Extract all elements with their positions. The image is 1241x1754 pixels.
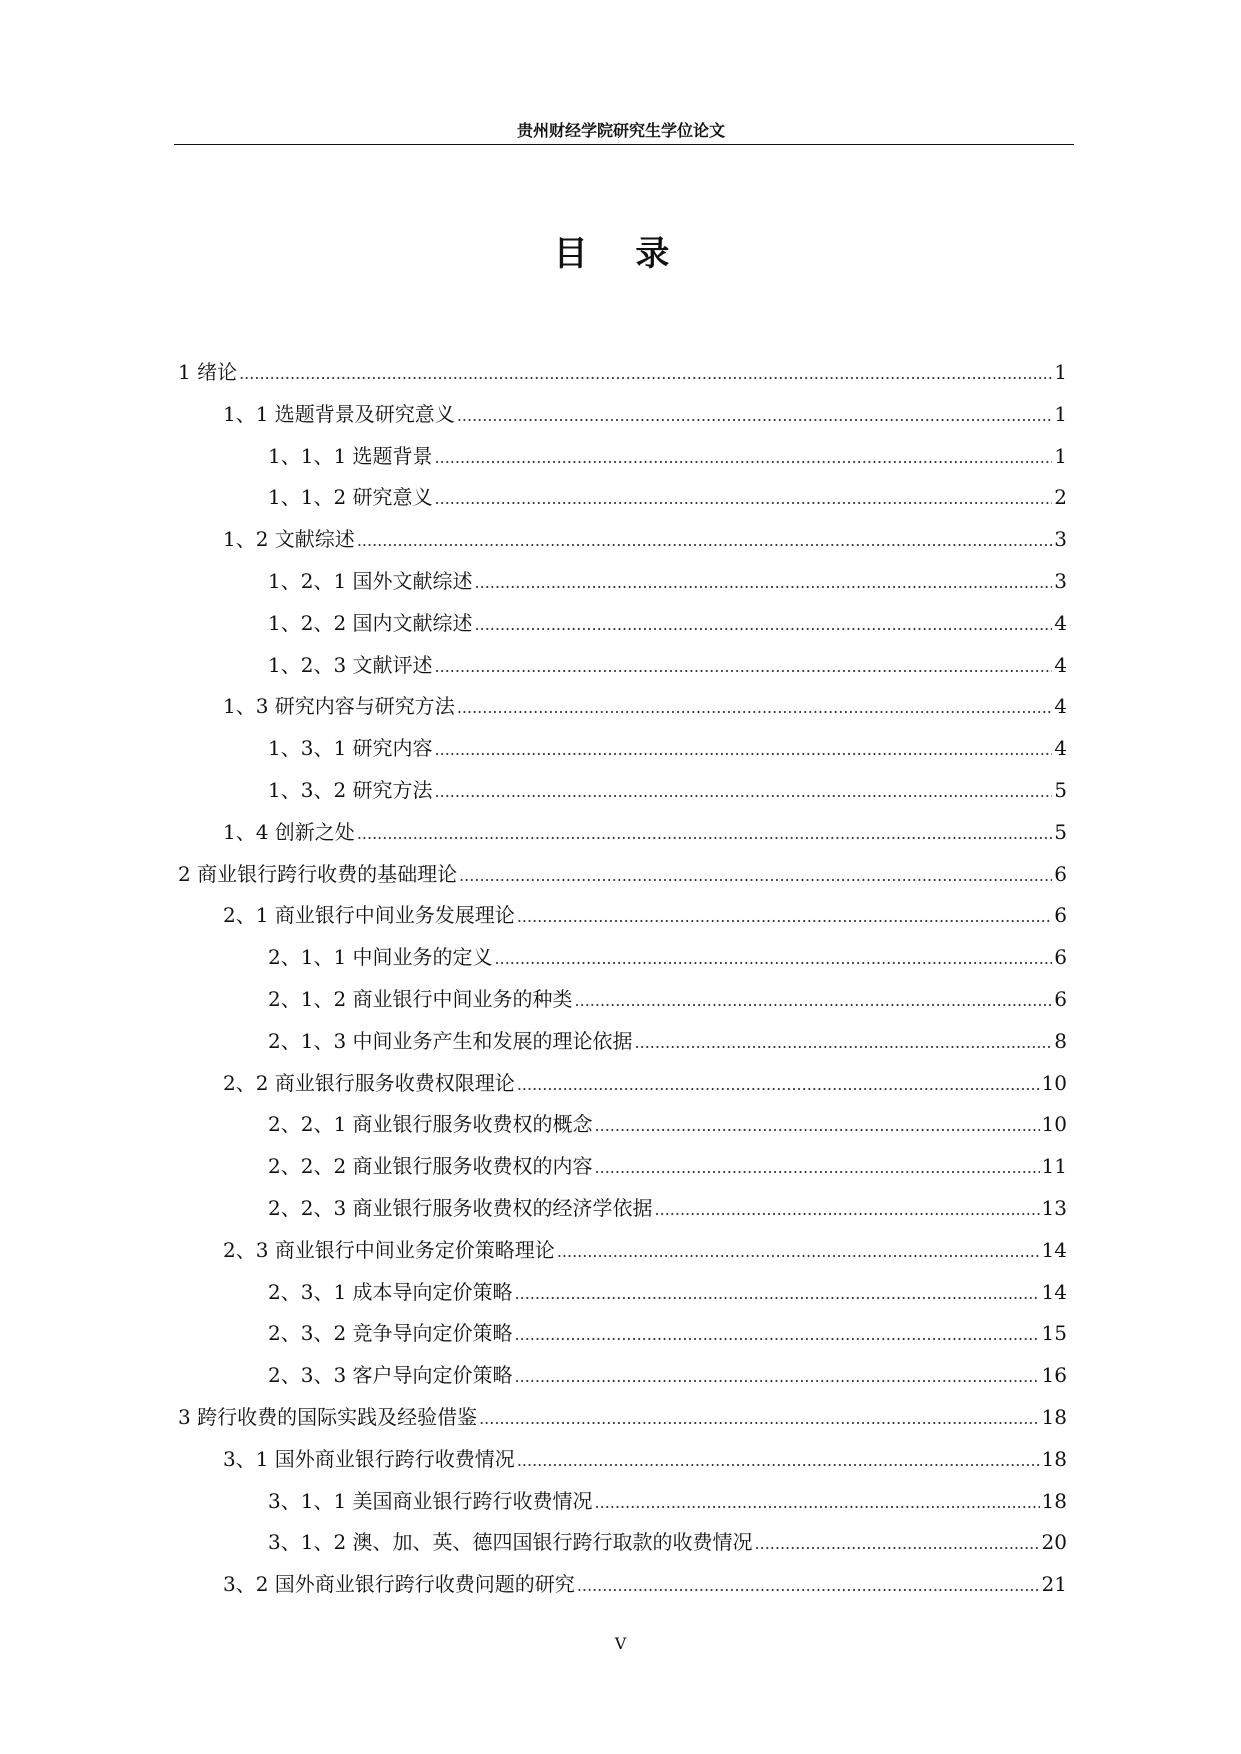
toc-entry-page: 5 xyxy=(1054,777,1067,802)
toc-entry-label: 1、4 创新之处 xyxy=(223,819,355,844)
toc-entry-label: 2、1、1 中间业务的定义 xyxy=(268,945,493,970)
toc-entry-label: 1、3 研究内容与研究方法 xyxy=(223,694,455,719)
toc-entry-page: 1 xyxy=(1054,443,1067,468)
toc-entry[interactable] xyxy=(178,1025,1067,1067)
toc-entry-page: 10 xyxy=(1041,1070,1067,1095)
toc-entry-page: 6 xyxy=(1054,903,1067,928)
toc-entry[interactable] xyxy=(178,523,1067,565)
toc-entry[interactable] xyxy=(178,1401,1067,1443)
toc-entry-label: 2、2 商业银行服务收费权限理论 xyxy=(223,1070,515,1095)
toc-dot-leader xyxy=(479,1409,1039,1428)
toc-entry-page: 11 xyxy=(1041,1154,1067,1179)
toc-entry-label: 1、1 选题背景及研究意义 xyxy=(223,401,455,426)
toc-dot-leader xyxy=(577,1576,1040,1595)
toc-entry-page: 18 xyxy=(1041,1446,1067,1471)
toc-entry[interactable] xyxy=(178,1526,1067,1568)
toc-dot-leader xyxy=(495,949,1053,968)
toc-dot-leader xyxy=(515,1325,1040,1344)
toc-entry-page: 4 xyxy=(1054,652,1067,677)
toc-entry-page: 4 xyxy=(1054,736,1067,761)
toc-dot-leader xyxy=(435,740,1053,759)
toc-dot-leader xyxy=(475,573,1053,592)
toc-entry-page: 21 xyxy=(1041,1572,1067,1597)
toc-entry[interactable] xyxy=(178,481,1067,523)
toc-entry[interactable] xyxy=(178,649,1067,691)
toc-entry[interactable] xyxy=(178,440,1067,482)
toc-entry-label: 1、1、2 研究意义 xyxy=(268,485,433,510)
toc-entry-page: 3 xyxy=(1054,568,1067,593)
toc-dot-leader xyxy=(357,531,1052,550)
toc-entry-page: 14 xyxy=(1041,1279,1067,1304)
toc-entry-page: 4 xyxy=(1054,610,1067,635)
toc-entry-page: 16 xyxy=(1041,1363,1067,1388)
toc-entry-page: 15 xyxy=(1041,1321,1067,1346)
table-of-contents xyxy=(178,356,1067,1610)
toc-entry[interactable] xyxy=(178,899,1067,941)
toc-entry-label: 1 绪论 xyxy=(178,360,238,384)
toc-entry-label: 3 跨行收费的国际实践及经验借鉴 xyxy=(178,1404,478,1429)
toc-entry-page: 13 xyxy=(1041,1195,1067,1220)
toc-dot-leader xyxy=(755,1534,1040,1553)
toc-dot-leader xyxy=(435,489,1053,508)
toc-title: 目 录 xyxy=(553,234,688,274)
toc-entry-label: 2、2、2 商业银行服务收费权的内容 xyxy=(268,1154,593,1179)
header-rule xyxy=(174,144,1074,145)
toc-entry-label: 1、2 文献综述 xyxy=(223,527,355,552)
toc-entry-label: 2、1 商业银行中间业务发展理论 xyxy=(223,903,515,928)
toc-dot-leader xyxy=(595,1493,1040,1512)
toc-dot-leader xyxy=(575,991,1053,1010)
toc-entry-page: 14 xyxy=(1041,1237,1067,1262)
toc-entry[interactable] xyxy=(178,1359,1067,1401)
toc-entry-page: 2 xyxy=(1054,485,1067,510)
toc-dot-leader xyxy=(557,1242,1040,1261)
toc-entry-label: 2、2、1 商业银行服务收费权的概念 xyxy=(268,1112,593,1137)
toc-dot-leader xyxy=(517,907,1052,926)
toc-entry[interactable] xyxy=(178,1150,1067,1192)
toc-entry-label: 1、2、3 文献评述 xyxy=(268,652,433,677)
toc-entry-label: 2、1、3 中间业务产生和发展的理论依据 xyxy=(268,1028,633,1053)
toc-entry-page: 10 xyxy=(1041,1112,1067,1137)
toc-entry-label: 3、1、1 美国商业银行跨行收费情况 xyxy=(268,1488,593,1513)
toc-entry[interactable] xyxy=(178,1067,1067,1109)
toc-entry-page: 20 xyxy=(1041,1530,1067,1555)
toc-entry-page: 1 xyxy=(1054,401,1067,426)
toc-entry[interactable] xyxy=(178,398,1067,440)
toc-entry-label: 2、3、3 客户导向定价策略 xyxy=(268,1363,513,1388)
toc-entry-page: 6 xyxy=(1054,986,1067,1011)
toc-entry-label: 3、1、2 澳、加、英、德四国银行跨行取款的收费情况 xyxy=(268,1530,753,1555)
toc-entry[interactable] xyxy=(178,1443,1067,1485)
toc-entry-label: 2 商业银行跨行收费的基础理论 xyxy=(178,861,458,886)
toc-dot-leader xyxy=(655,1200,1040,1219)
toc-entry-page: 8 xyxy=(1054,1028,1067,1053)
toc-entry[interactable] xyxy=(178,1192,1067,1234)
toc-entry[interactable] xyxy=(178,1568,1067,1610)
toc-dot-leader xyxy=(459,866,1052,885)
toc-dot-leader xyxy=(435,782,1053,801)
toc-dot-leader xyxy=(239,364,1052,383)
toc-entry-label: 1、3、1 研究内容 xyxy=(268,736,433,761)
toc-dot-leader xyxy=(595,1116,1040,1135)
toc-entry-label: 2、1、2 商业银行中间业务的种类 xyxy=(268,986,573,1011)
toc-entry[interactable] xyxy=(178,858,1067,900)
toc-entry[interactable] xyxy=(178,1317,1067,1359)
toc-entry-page: 5 xyxy=(1054,819,1067,844)
toc-dot-leader xyxy=(475,615,1053,634)
toc-entry-page: 3 xyxy=(1054,527,1067,552)
toc-entry-label: 2、2、3 商业银行服务收费权的经济学依据 xyxy=(268,1195,653,1220)
toc-entry[interactable] xyxy=(178,774,1067,816)
toc-entry-label: 3、1 国外商业银行跨行收费情况 xyxy=(223,1446,515,1471)
toc-entry-label: 2、3、1 成本导向定价策略 xyxy=(268,1279,513,1304)
toc-dot-leader xyxy=(435,448,1053,467)
toc-entry-label: 1、2、1 国外文献综述 xyxy=(268,568,473,593)
toc-entry[interactable] xyxy=(178,732,1067,774)
toc-entry[interactable] xyxy=(178,1276,1067,1318)
running-header: 贵州财经学院研究生学位论文 xyxy=(516,121,725,140)
toc-dot-leader xyxy=(517,1075,1040,1094)
toc-entry[interactable] xyxy=(178,1108,1067,1150)
toc-entry-page: 6 xyxy=(1054,861,1067,886)
toc-dot-leader xyxy=(635,1033,1053,1052)
toc-entry[interactable] xyxy=(178,1485,1067,1527)
toc-entry[interactable] xyxy=(178,941,1067,983)
toc-entry[interactable] xyxy=(178,690,1067,732)
toc-entry-label: 2、3、2 竞争导向定价策略 xyxy=(268,1321,513,1346)
toc-entry-page: 18 xyxy=(1041,1488,1067,1513)
toc-entry[interactable] xyxy=(178,356,1067,398)
toc-entry-label: 1、3、2 研究方法 xyxy=(268,777,433,802)
toc-entry-label: 1、2、2 国内文献综述 xyxy=(268,610,473,635)
toc-dot-leader xyxy=(515,1284,1040,1303)
toc-entry-page: 4 xyxy=(1054,694,1067,719)
toc-dot-leader xyxy=(517,1451,1040,1470)
toc-entry-label: 2、3 商业银行中间业务定价策略理论 xyxy=(223,1237,555,1262)
toc-entry[interactable] xyxy=(178,607,1067,649)
toc-entry-label: 3、2 国外商业银行跨行收费问题的研究 xyxy=(223,1572,575,1597)
toc-dot-leader xyxy=(435,657,1053,676)
toc-dot-leader xyxy=(457,698,1052,717)
toc-dot-leader xyxy=(595,1158,1040,1177)
toc-dot-leader xyxy=(457,406,1052,425)
toc-entry-page: 6 xyxy=(1054,945,1067,970)
toc-entry[interactable] xyxy=(178,1234,1067,1276)
toc-dot-leader xyxy=(515,1367,1040,1386)
toc-dot-leader xyxy=(357,824,1052,843)
toc-entry[interactable] xyxy=(178,983,1067,1025)
toc-entry-label: 1、1、1 选题背景 xyxy=(268,443,433,468)
toc-entry-page: 18 xyxy=(1041,1404,1067,1429)
page-number: V xyxy=(614,1634,627,1653)
toc-entry[interactable] xyxy=(178,816,1067,858)
toc-entry-page: 1 xyxy=(1054,360,1067,384)
toc-entry[interactable] xyxy=(178,565,1067,607)
